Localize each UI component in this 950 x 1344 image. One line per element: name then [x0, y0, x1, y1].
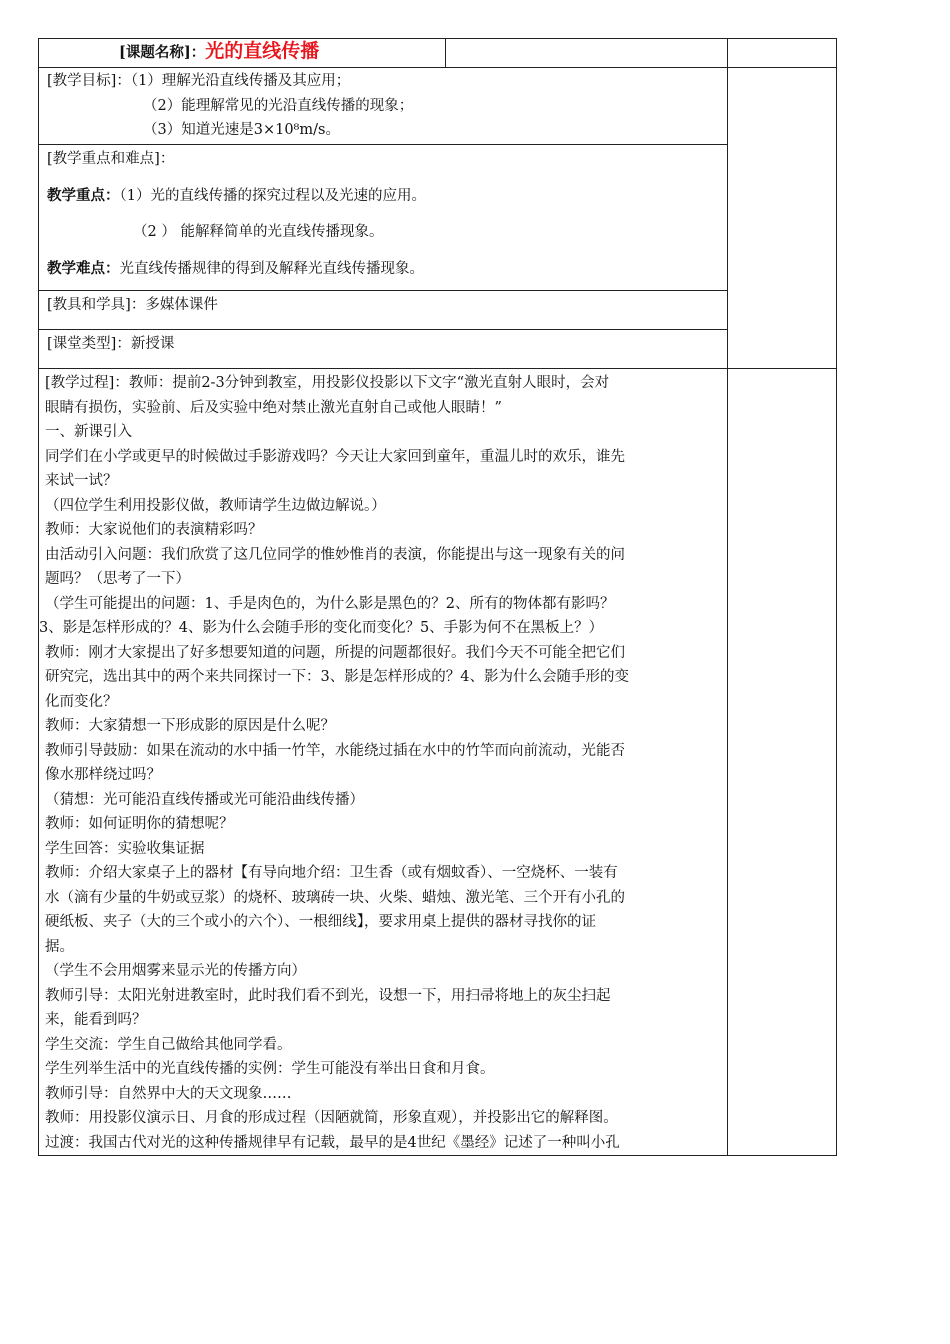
right-side-column	[728, 68, 837, 369]
lesson-plan-page	[38, 38, 836, 1156]
process-line: 来，能看到吗？	[45, 1012, 147, 1028]
process-line: 据。	[45, 938, 74, 955]
lesson-plan-table	[38, 38, 837, 1156]
process-line: 硬纸板、夹子（大的三个或小的六个）、一根细线】，要求用桌上提供的器材寻找你的证	[45, 914, 596, 930]
tools-text: [教具和学具]：多媒体课件	[47, 297, 218, 313]
process-line: 学生回答：实验收集证据	[45, 840, 205, 857]
title-row	[39, 39, 837, 68]
process-line: 像水那样绕过吗？	[45, 767, 161, 783]
process-line: （学生不会用烟雾来显示光的传播方向）	[45, 963, 306, 979]
process-line: 教师：如何证明你的猜想呢？	[45, 816, 234, 832]
objectives-row	[39, 68, 837, 145]
objective-3: （3）知道光速是3×10⁸m/s。	[143, 122, 340, 138]
process-line: 教师引导鼓励：如果在流动的水中插一竹竿，水能绕过插在水中的竹竿而向前流动，光能否	[45, 742, 625, 759]
process-line: 3、影是怎样形成的？4、影为什么会随手形的变化而变化？5、手影为何不在黑板上？）	[39, 620, 604, 636]
process-row	[39, 369, 837, 1156]
key-points-label: [教学重点和难点]：	[47, 151, 175, 167]
title-side-cell	[728, 39, 837, 68]
process-line: 教师引导：自然界中大的天文现象……	[45, 1085, 292, 1102]
process-line: （四位学生利用投影仪做，教师请学生边做边解说。）	[45, 497, 386, 514]
objective-1: （1）理解光沿直线传播及其应用；	[130, 73, 351, 89]
process-line: 来试一试？	[45, 473, 118, 489]
process-line: 教师引导：太阳光射进教室时，此时我们看不到光，设想一下，用扫帚将地上的灰尘扫起	[45, 987, 611, 1004]
process-line: 同学们在小学或更早的时候做过手影游戏吗？今天让大家回到童年，重温儿时的欢乐，谁先	[45, 448, 625, 465]
class-type-row	[39, 330, 837, 369]
process-cell	[39, 369, 728, 1156]
focus-2: （2 ） 能解释简单的光直线传播现象。	[133, 224, 384, 240]
process-line: 眼睛有损伤，实验前、后及实验中绝对禁止激光直射自己或他人眼睛！”	[45, 399, 502, 416]
process-line: 研究完，选出其中的两个来共同探讨一下：3、影是怎样形成的？4、影为什么会随手形的变	[45, 669, 629, 685]
focus-1: （1）光的直线传播的探究过程以及光速的应用。	[119, 187, 426, 204]
tools-row	[39, 291, 837, 330]
process-line: 教师：大家说他们的表演精彩吗？	[45, 522, 263, 538]
process-line: 教师：用投影仪演示日、月食的形成过程（因陋就简，形象直观），并投影出它的解释图。	[45, 1110, 618, 1126]
process-line: 一、新课引入	[45, 424, 132, 440]
process-line: 由活动引入问题：我们欣赏了这几位同学的惟妙惟肖的表演，你能提出与这一现象有关的问	[45, 546, 625, 563]
process-line: 水（滴有少量的牛奶或豆浆）的烧杯、玻璃砖一块、火柴、蜡烛、激光笔、三个开有小孔的	[45, 889, 625, 906]
objectives-label: [教学目标]：	[47, 73, 131, 89]
process-line: （学生可能提出的问题：1、手是肉色的，为什么影是黑色的？2、所有的物体都有影吗？	[45, 595, 615, 612]
process-line: 过渡：我国古代对光的这种传播规律早有记载，最早的是4世纪《墨经》记述了一种叫小孔	[45, 1134, 620, 1151]
key-points-row	[39, 145, 837, 291]
difficulty-label: 教学难点：	[47, 259, 120, 277]
process-line: 学生列举生活中的光直线传播的实例：学生可能没有举出日食和月食。	[45, 1061, 495, 1077]
title-blank-cell	[446, 39, 728, 68]
process-line: 题吗？（思考了一下）	[45, 571, 190, 587]
class-type-text: [课堂类型]：新授课	[47, 336, 175, 352]
process-line: 教师：介绍大家桌子上的器材【有导向地介绍：卫生香（或有烟蚊香）、一空烧杯、一装有	[45, 865, 618, 881]
key-points-cell	[39, 145, 728, 291]
objective-2: （2）能理解常见的光沿直线传播的现象；	[143, 97, 414, 114]
title-cell	[39, 39, 446, 68]
process-line: （猜想：光可能沿直线传播或光可能沿曲线传播）	[45, 791, 364, 808]
objectives-cell	[39, 68, 728, 145]
tools-cell	[39, 291, 728, 330]
process-side-cell	[728, 369, 837, 1156]
focus-label: 教学重点：	[47, 186, 120, 204]
process-line: 教师：刚才大家提出了好多想要知道的问题，所提的问题都很好。我们今天不可能全把它们	[45, 644, 625, 661]
process-line: 化而变化？	[45, 693, 118, 710]
process-line: 学生交流：学生自己做给其他同学看。	[45, 1036, 292, 1053]
lesson-title: 光的直线传播	[205, 40, 320, 62]
process-line: 教师：大家猜想一下形成影的原因是什么呢？	[45, 718, 335, 734]
difficulty-text: 光直线传播规律的得到及解释光直线传播现象。	[119, 260, 424, 277]
title-label: [课题名称]：	[119, 44, 206, 61]
process-line: [教学过程]：教师：提前2-3分钟到教室，用投影仪投影以下文字“激光直射人眼时，会对	[45, 375, 610, 391]
class-type-cell	[39, 330, 728, 369]
